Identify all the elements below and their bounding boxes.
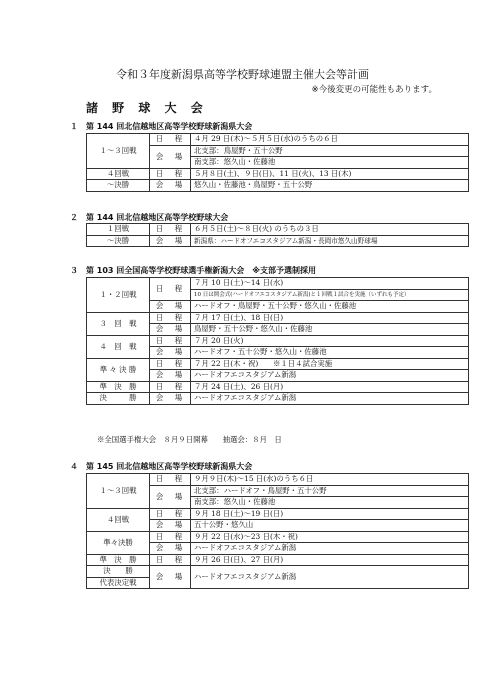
section-1-table — [86, 133, 469, 192]
dates-label: 日 程 — [150, 134, 191, 146]
table-row — [87, 312, 469, 324]
table-row — [87, 393, 469, 405]
table-row — [87, 134, 469, 146]
venue-value: ハードオフエコスタジアム新潟 — [191, 543, 469, 555]
dates-label: 日 程 — [150, 508, 191, 520]
section-2-table — [86, 223, 469, 247]
dates-value: ９月 26 日(日)、27 日(月) — [191, 554, 469, 566]
section-2-title: ２ 第 144 回北信越地区高等学校野球大会 — [70, 213, 229, 222]
dates-label: 日 程 — [150, 168, 191, 180]
table-row — [87, 335, 469, 347]
venue-label: 会 場 — [150, 145, 191, 168]
table-row — [87, 168, 469, 180]
section-3-title: ３ 第 103 回全国高等学校野球選手権新潟大会 ※支部予選制採用 — [70, 266, 317, 275]
national-tournament-note: ※全国選手権大会 ８月９日開幕 抽選会：８月 日 — [97, 435, 282, 444]
venue-value: 南支部：悠久山・佐藤池 — [191, 157, 469, 169]
round-label: ４ 回 戦 — [87, 335, 150, 358]
round-label: 決 勝 — [87, 393, 150, 405]
dates-value: ７月 24 日(土)、26 日(月) — [191, 381, 469, 393]
section-4-title: ４ 第 145 回北信越地区高等学校野球新潟県大会 — [70, 462, 253, 471]
dates-label: 日 程 — [150, 335, 191, 347]
round-label: １回戦 — [87, 224, 150, 236]
table-row — [87, 358, 469, 370]
dates-label: 日 程 — [150, 278, 191, 301]
venue-label: 会 場 — [150, 393, 191, 405]
dates-label: 日 程 — [150, 224, 191, 236]
venue-value: 北支部：ハードオフ・鳥屋野・五十公野 — [191, 485, 469, 497]
venue-label: 会 場 — [150, 370, 191, 382]
change-notice: ※今後変更の可能性もあります。 — [311, 85, 437, 95]
round-label: ～決勝 — [87, 180, 150, 192]
venue-label: 会 場 — [150, 543, 191, 555]
round-label: １・２回戦 — [87, 278, 150, 313]
venue-label: 会 場 — [150, 566, 191, 589]
section-3-table — [86, 277, 469, 405]
dates-value: ７月 17 日(土)、18 日(日) — [191, 312, 469, 324]
round-label: 決 勝 — [87, 566, 150, 578]
section-4-table — [86, 473, 469, 589]
dates-label: 日 程 — [150, 474, 191, 486]
venue-value: ハードオフエコスタジアム新潟 — [191, 393, 469, 405]
round-label: ３ 回 戦 — [87, 312, 150, 335]
venue-label: 会 場 — [150, 347, 191, 359]
venue-label: 会 場 — [150, 301, 191, 313]
venue-value: 悠久山・佐藤池・鳥屋野・五十公野 — [191, 180, 469, 192]
table-row — [87, 278, 469, 290]
dates-value: ６月５日(土)～８日(火) のうちの３日 — [191, 224, 469, 236]
round-label: １～３回戦 — [87, 134, 150, 169]
dates-label: 日 程 — [150, 312, 191, 324]
table-row — [87, 381, 469, 393]
table-row — [87, 474, 469, 486]
section-1-title: １ 第 144 回北信越地区高等学校野球新潟県大会 — [70, 122, 253, 131]
table-row — [87, 508, 469, 520]
round-label: 代表決定戦 — [87, 577, 150, 589]
venue-label: 会 場 — [150, 520, 191, 532]
dates-note: 10 日は開会式(ハードオフエコスタジアム新潟)と１回戦１試合を実施（いずれも予定） — [191, 289, 469, 301]
venue-value: 北支部：鳥屋野・五十公野 — [191, 145, 469, 157]
dates-value: ９月 18 日(土)～19 日(日) — [191, 508, 469, 520]
dates-value: ９月９日(木)～15 日(水)のうち６日 — [191, 474, 469, 486]
venue-label: 会 場 — [150, 180, 191, 192]
dates-value: ７月 22 日(木・祝) ※１日４試合実施 — [191, 358, 469, 370]
venue-label: 会 場 — [150, 485, 191, 508]
section-heading: 諸 野 球 大 会 — [86, 101, 208, 115]
venue-value: 南支部：悠久山・佐藤池 — [191, 497, 469, 509]
table-row — [87, 235, 469, 247]
venue-label: 会 場 — [150, 235, 191, 247]
dates-value: ４月 29 日(木)～５月５日(水)のうちの６日 — [191, 134, 469, 146]
table-row — [87, 531, 469, 543]
dates-value: ７月 20 日(火) — [191, 335, 469, 347]
round-label: ～決勝 — [87, 235, 150, 247]
round-label: 準々決勝 — [87, 531, 150, 554]
venue-label: 会 場 — [150, 324, 191, 336]
dates-label: 日 程 — [150, 554, 191, 566]
round-label: ４回戦 — [87, 168, 150, 180]
dates-value: ５月８日(土)、９日(日)、11 日(火)、13 日(木) — [191, 168, 469, 180]
dates-label: 日 程 — [150, 358, 191, 370]
dates-label: 日 程 — [150, 531, 191, 543]
venue-value: ハードオフエコスタジアム新潟 — [191, 566, 469, 589]
dates-value: ９月 22 日(水)～23 日(木・祝) — [191, 531, 469, 543]
venue-value: 新潟県：ハードオフエコスタジアム新潟・長岡市悠久山野球場 — [191, 235, 469, 247]
dates-label: 日 程 — [150, 381, 191, 393]
venue-value: ハードオフ・五十公野・悠久山・佐藤池 — [191, 347, 469, 359]
table-row — [87, 566, 469, 578]
round-label: １～３回戦 — [87, 474, 150, 509]
venue-value: ハードオフ・鳥屋野・五十公野・悠久山・佐藤池 — [191, 301, 469, 313]
round-label: 準 決 勝 — [87, 554, 150, 566]
dates-value: ７月 10 日(土)～14 日(水) — [191, 278, 469, 290]
venue-value: ハードオフエコスタジアム新潟 — [191, 370, 469, 382]
page-title: 令和３年度新潟県高等学校野球連盟主催大会等計画 — [116, 68, 369, 81]
venue-value: 鳥屋野・五十公野・悠久山・佐藤池 — [191, 324, 469, 336]
venue-value: 五十公野・悠久山 — [191, 520, 469, 532]
round-label: 準 々 決 勝 — [87, 358, 150, 381]
round-label: 準 決 勝 — [87, 381, 150, 393]
table-row — [87, 180, 469, 192]
table-row — [87, 224, 469, 236]
table-row — [87, 554, 469, 566]
round-label: ４回戦 — [87, 508, 150, 531]
